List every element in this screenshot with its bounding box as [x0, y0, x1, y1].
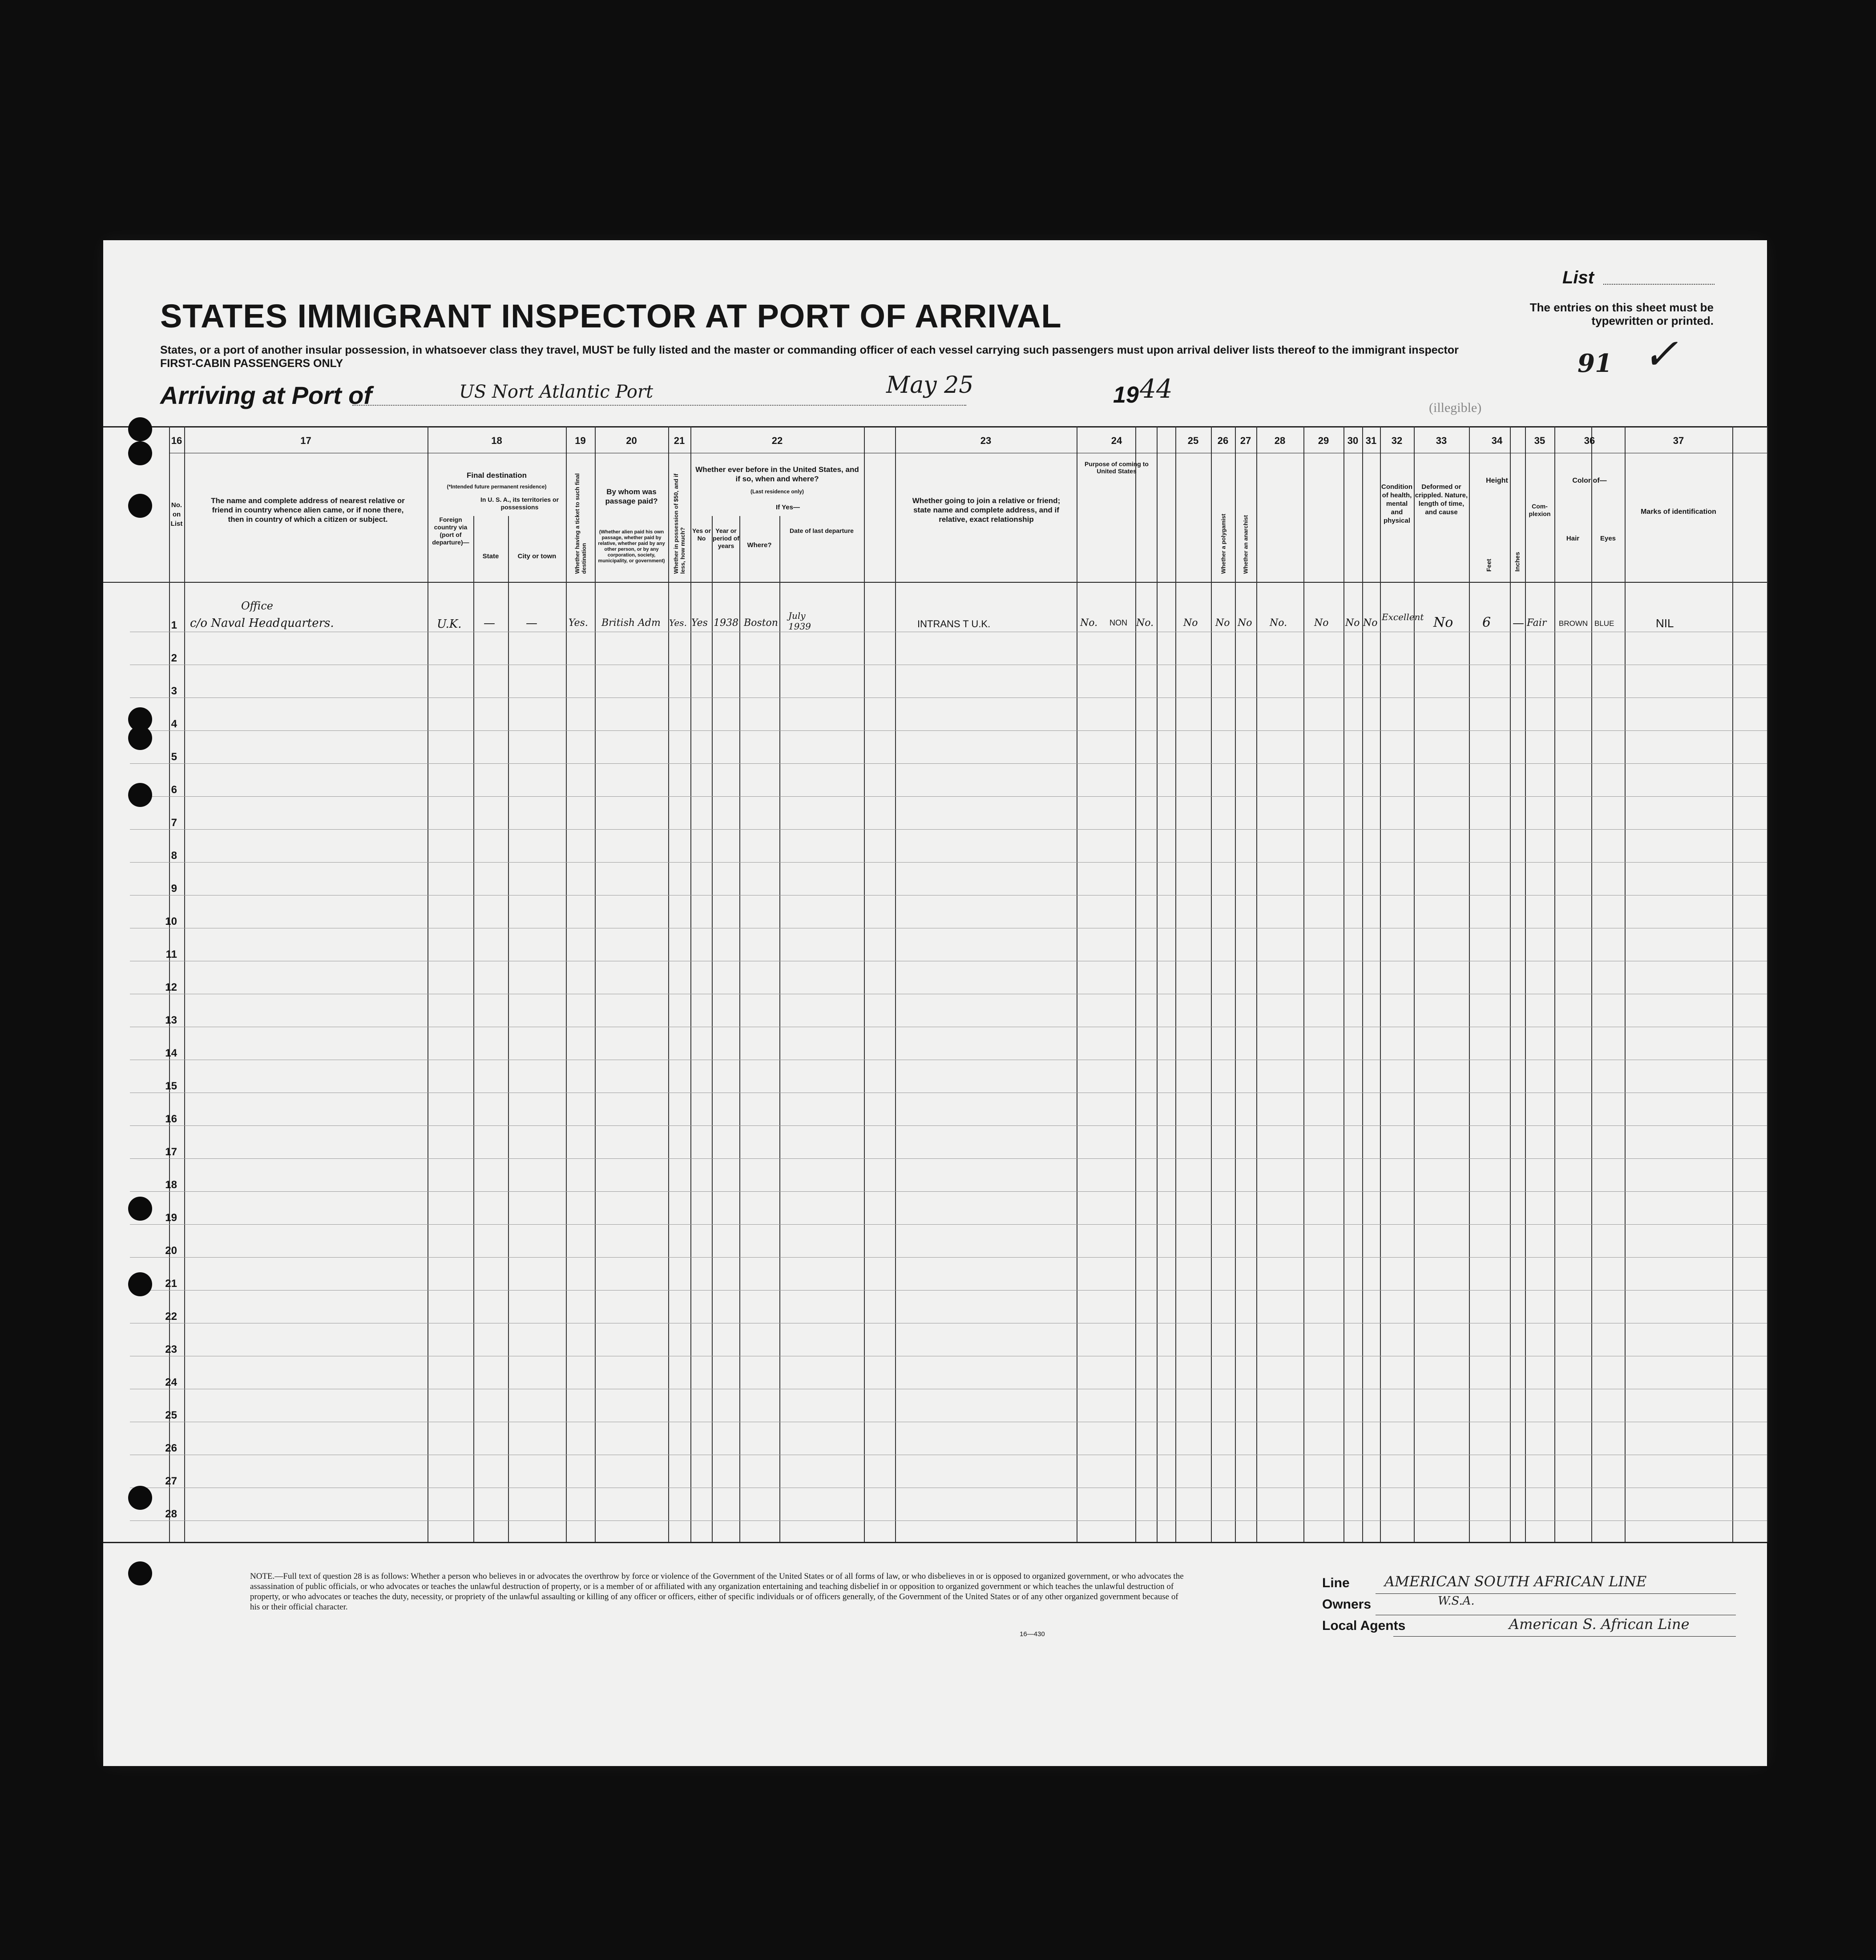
entry-hair: BROWN: [1559, 619, 1588, 628]
col-line: [1554, 426, 1555, 1542]
header-inches: Inches: [1513, 552, 1521, 572]
entry-departure: July 1939: [788, 610, 811, 632]
row-line: [130, 1520, 1767, 1521]
header-color-of: Color of—: [1572, 477, 1607, 484]
row-number: 8: [171, 850, 177, 862]
entry-col31: No: [1363, 617, 1378, 629]
entry-feet: 6: [1482, 615, 1491, 630]
col-34-number: 34: [1491, 435, 1503, 446]
col-line: [1469, 426, 1470, 1542]
header-anarchist: Whether an anarchist: [1242, 515, 1249, 574]
row-number: 4: [171, 718, 177, 730]
entry-relative-above: Office: [241, 600, 273, 612]
header-bottom-rule: [103, 582, 1767, 583]
col-line: [1732, 426, 1733, 1542]
entry-col27: No: [1238, 617, 1252, 629]
footnote-question-28: NOTE.—Full text of question 28 is as follows: Whether a person who believes in or advocates the overthrow by force or violence of the Government of the United States or of all forms of law, or who disbelieves in or is opposed to organized government, or who advocates the assassination of public officials, or who advocates or teaches the unlawful destruction of property, or is a member of or affiliated with any organization entertaining and teaching disbelief in or opposition to organized government or which teaches the unlawful destruction of property, or who advocates or teaches the duty, necessity, or propriety of the unlawful assaulting or killing of any officer or officers, either of specific individuals or of officers generally, of the Government of the United States or of any other organized government because of his or their official character.: [250, 1572, 1184, 1612]
col-line: [895, 426, 896, 1542]
col-line: [508, 516, 509, 1542]
entry-col29: No: [1314, 617, 1329, 629]
col-31-number: 31: [1365, 435, 1377, 446]
entry-years: 1938: [714, 617, 738, 629]
header-ticket: Whether having a ticket to such final destination: [574, 473, 587, 574]
col-line: [779, 516, 780, 1542]
col-32-number: 32: [1391, 435, 1403, 446]
owners-value: W.S.A.: [1438, 1594, 1475, 1608]
row-number: 10: [165, 915, 177, 928]
header-last-residence: (Last residence only): [750, 488, 804, 495]
row-number: 23: [165, 1343, 177, 1355]
entry-eyes: BLUE: [1594, 619, 1614, 628]
header-complexion: Com-plexion: [1529, 503, 1551, 517]
row-number: 18: [165, 1179, 177, 1191]
col-24-number: 24: [1111, 435, 1122, 446]
col-line: [739, 516, 740, 1542]
header-date-departure: Date of last departure: [790, 527, 854, 534]
list-number: 91: [1577, 349, 1612, 378]
entry-marks: NIL: [1656, 617, 1674, 630]
row-number: 3: [171, 685, 177, 697]
entry-before: Yes: [691, 617, 708, 629]
header-where: Where?: [747, 541, 772, 549]
col-33-number: 33: [1436, 435, 1447, 446]
row-line: [130, 796, 1767, 797]
header-height: Height: [1486, 477, 1508, 484]
line-label: Line: [1322, 1576, 1350, 1590]
col-line: [1625, 426, 1626, 1542]
row-line: [130, 1257, 1767, 1258]
entry-col24c: No.: [1136, 617, 1154, 629]
header-polygamist: Whether a polygamist: [1220, 513, 1227, 574]
col-18-number: 18: [491, 435, 502, 446]
manifest-sheet: [103, 240, 1767, 1766]
row-number: 15: [165, 1080, 177, 1092]
punch-hole: [128, 417, 152, 441]
entry-length: NON: [1109, 618, 1127, 627]
row-number: 7: [171, 817, 177, 829]
table-top-rule: [103, 426, 1767, 427]
col-23-number: 23: [980, 435, 992, 446]
entry-state: —: [484, 617, 495, 630]
entry-joining: INTRANS T U.K.: [917, 618, 991, 629]
row-line: [130, 763, 1767, 764]
entry-inches: —: [1513, 617, 1524, 630]
header-relative: The name and complete address of nearest relative or friend in country whence alien came, or if none there, then in country of which a citizen or subject.: [211, 496, 405, 524]
header-passage: By whom was passage paid?: [605, 488, 658, 505]
page-title: STATES IMMIGRANT INSPECTOR AT PORT OF ARRIVAL: [160, 298, 1062, 335]
row-line: [130, 1125, 1767, 1126]
col-19-number: 19: [575, 435, 586, 446]
col-35-number: 35: [1534, 435, 1545, 446]
header-state: State: [482, 553, 499, 560]
row-line: [130, 1224, 1767, 1225]
punch-hole: [128, 1197, 152, 1221]
date-value: May 25: [886, 372, 974, 399]
col-36-number: 36: [1584, 435, 1595, 446]
row-line: [130, 1191, 1767, 1192]
entry-col25: No: [1183, 617, 1198, 629]
punch-hole: [128, 1486, 152, 1510]
agents-underline: [1393, 1636, 1736, 1637]
col-line: [1157, 426, 1158, 1542]
col-line: [1380, 426, 1381, 1542]
typewritten-notice: The entries on this sheet must be typewritten or printed.: [1529, 301, 1714, 327]
header-yes-no: Yes or No: [692, 527, 711, 542]
row-number: 21: [165, 1278, 177, 1290]
row-number: 6: [171, 784, 177, 796]
col-line: [690, 426, 691, 1542]
entry-money: Yes.: [669, 617, 687, 628]
col-line: [1256, 426, 1257, 1542]
entry-purpose: No.: [1080, 617, 1098, 629]
agents-label: Local Agents: [1322, 1618, 1406, 1633]
agents-value: American S. African Line: [1509, 1616, 1690, 1633]
punch-hole: [128, 726, 152, 750]
header-city: City or town: [517, 553, 557, 560]
row-number: 22: [165, 1311, 177, 1323]
row-number: 20: [165, 1245, 177, 1257]
col-line: [595, 426, 596, 1542]
entry-foreign-country: U.K.: [437, 617, 462, 631]
stamp-mark: (illegible): [1429, 400, 1482, 415]
header-joining: Whether going to join a relative or friend; state name and complete address, and if relative, exact relationship: [912, 496, 1061, 524]
col-28-number: 28: [1274, 435, 1286, 446]
row-number: 11: [165, 948, 177, 960]
row-number: 24: [165, 1376, 177, 1388]
col-line: [1767, 426, 1768, 1542]
col-line: [1591, 426, 1592, 1542]
header-feet: Feet: [1485, 559, 1493, 572]
header-money: Whether in possession of $50, and if less, how much?: [673, 473, 686, 574]
list-label: List: [1562, 268, 1594, 287]
subtitle: [160, 343, 1495, 370]
year-prefix: 19: [1113, 382, 1139, 408]
entry-city: —: [526, 617, 537, 630]
form-code: 16—430: [1020, 1630, 1045, 1638]
row-number: 16: [165, 1113, 177, 1125]
subtitle-instructions: States, or a port of another insular possession, in whatsoever class they travel, MUST be fully listed and the master or commanding officer of each vessel carrying such passengers must upon arrival deliver lists thereof to the immigrant inspector: [160, 344, 1459, 356]
checkmark-icon: ✓: [1642, 329, 1678, 379]
line-underline: [1376, 1593, 1736, 1594]
header-final-dest-note: (*Intended future permanent residence): [447, 484, 547, 490]
row-line: [130, 730, 1767, 731]
col-line: [1303, 426, 1304, 1542]
header-passage-note: (Whether alien paid his own passage, whether paid by relative, whether paid by any other person, or by any corporation, society, municipality, or government): [598, 529, 665, 564]
row-number: 17: [165, 1146, 177, 1158]
header-purpose: Purpose of coming to United States: [1085, 460, 1149, 475]
row-line: [130, 1158, 1767, 1159]
col-line: [473, 516, 474, 1542]
entry-complexion: Fair: [1527, 617, 1547, 629]
punch-hole: [128, 1561, 152, 1585]
entry-relative: c/o Naval Headquarters.: [190, 617, 334, 630]
row-line: [130, 829, 1767, 830]
col-line: [1525, 426, 1526, 1542]
header-deformed: Deformed or crippled. Nature, length of time, and cause: [1415, 483, 1468, 516]
row-number: 2: [171, 652, 177, 664]
col-27-number: 27: [1240, 435, 1251, 446]
punch-hole: [128, 1272, 152, 1296]
row-number: 14: [165, 1047, 177, 1059]
entry-col30: No: [1345, 617, 1360, 629]
entry-col26: No: [1215, 617, 1230, 629]
header-eyes: Eyes: [1600, 535, 1616, 542]
col-line: [1175, 426, 1176, 1542]
owners-label: Owners: [1322, 1597, 1372, 1612]
row-number: 19: [165, 1212, 177, 1224]
port-value: US Nort Atlantic Port: [459, 382, 654, 402]
row-number: 13: [165, 1014, 177, 1026]
entry-deformed: No: [1433, 615, 1453, 630]
entry-passage: British Adm: [601, 617, 661, 629]
col-line: [1510, 426, 1511, 1542]
entry-where: Boston: [744, 617, 778, 629]
col-20-number: 20: [626, 435, 637, 446]
header-usa: In U. S. A., its territories or possessions: [480, 496, 559, 511]
row-number: 12: [165, 981, 177, 993]
entry-col28: No.: [1270, 617, 1287, 629]
col-line: [184, 426, 185, 1542]
punch-hole: [128, 441, 152, 465]
col-line: [1414, 426, 1415, 1542]
col-line: [712, 516, 713, 1542]
col-line: [1343, 426, 1344, 1542]
row-number: 26: [165, 1442, 177, 1454]
header-foreign-country: Foreign country via (port of departure)—: [432, 516, 469, 546]
col-30-number: 30: [1347, 435, 1359, 446]
header-no-on-list: No. on List: [170, 501, 183, 528]
entry-ticket: Yes.: [569, 617, 588, 629]
row-line: [130, 1290, 1767, 1291]
list-line: [1603, 284, 1715, 285]
col-line: [566, 426, 567, 1542]
col-17-number: 17: [300, 435, 311, 446]
row-line: [130, 862, 1767, 863]
punch-hole: [128, 494, 152, 518]
col-21-number: 21: [674, 435, 685, 446]
subtitle-class: FIRST-CABIN PASSENGERS ONLY: [160, 357, 343, 370]
col-26-number: 26: [1217, 435, 1229, 446]
row-number: 28: [165, 1508, 177, 1520]
table-bottom-rule: [103, 1542, 1767, 1543]
col-line: [1135, 426, 1136, 1542]
col-line: [1362, 426, 1363, 1542]
col-line: [668, 426, 669, 1542]
header-marks: Marks of identification: [1641, 508, 1716, 516]
col-16-number: 16: [171, 435, 182, 446]
entry-health: Excellent: [1382, 612, 1424, 622]
col-line: [864, 426, 865, 1542]
header-before: Whether ever before in the United States, and if so, when and where?: [695, 465, 859, 483]
col-37-number: 37: [1673, 435, 1684, 446]
col-line: [1211, 426, 1212, 1542]
row-number: 5: [171, 751, 177, 763]
col-25-number: 25: [1187, 435, 1199, 446]
col-line: [1235, 426, 1236, 1542]
line-value: AMERICAN SOUTH AFRICAN LINE: [1384, 1573, 1647, 1590]
header-if-yes: If Yes—: [776, 504, 800, 511]
header-final-destination: Final destination: [466, 471, 527, 480]
year-value: 44: [1140, 374, 1173, 404]
port-line: [352, 405, 966, 406]
header-hair: Hair: [1566, 535, 1580, 542]
row-number: 1: [171, 619, 177, 631]
col-29-number: 29: [1318, 435, 1329, 446]
arriving-label: Arriving at Port of: [160, 381, 372, 409]
header-health: Condition of health, mental and physical: [1381, 483, 1412, 524]
row-number: 25: [165, 1409, 177, 1421]
header-year-period: Year or period of years: [713, 527, 739, 549]
row-number: 27: [165, 1475, 177, 1487]
col-22-number: 22: [771, 435, 783, 446]
punch-hole: [128, 783, 152, 807]
row-number: 9: [171, 883, 177, 895]
